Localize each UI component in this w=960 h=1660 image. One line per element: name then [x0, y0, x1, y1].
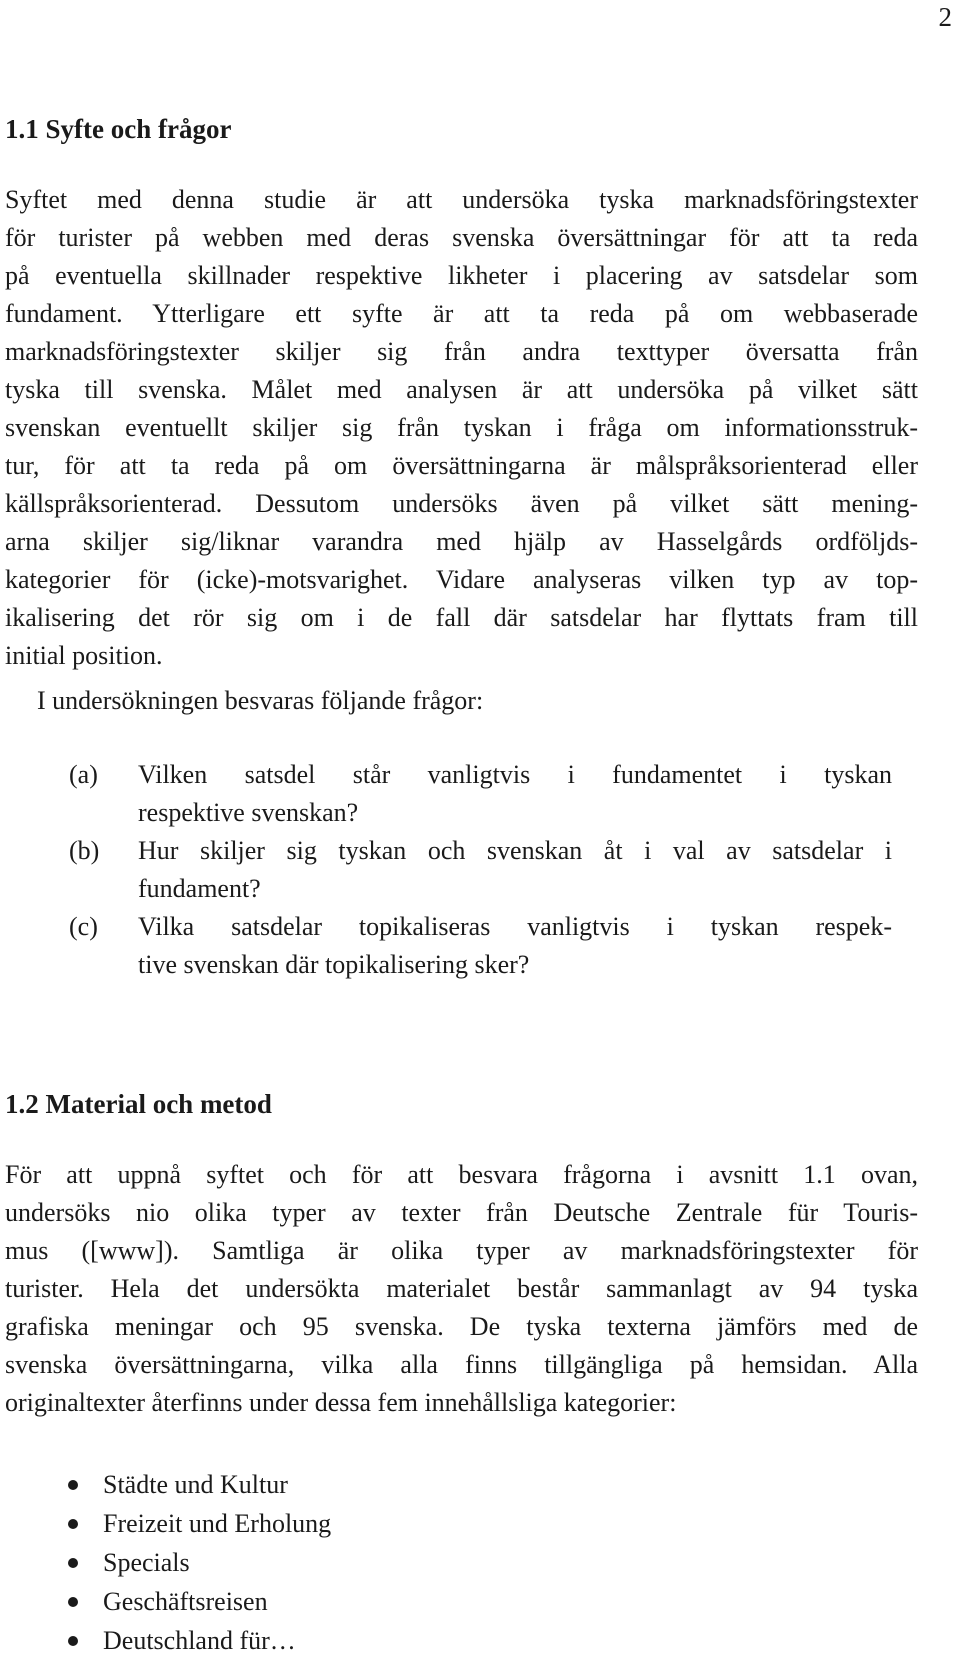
- bullet-icon: [68, 1480, 78, 1490]
- paragraph-line: Syftet med denna studie är att undersöka tyska marknadsföringstexter: [5, 185, 918, 214]
- category-item: [68, 1582, 331, 1621]
- category-label: Deutschland für…: [103, 1626, 296, 1655]
- category-item: [68, 1465, 331, 1504]
- bullet-icon: [68, 1519, 78, 1529]
- paragraph-line: tur, för att ta reda på om översättningarna är målspråksorienterad eller: [5, 451, 918, 480]
- category-label: Städte und Kultur: [103, 1470, 288, 1499]
- material-paragraph: [5, 1156, 918, 1422]
- paragraph-line: för turister på webben med deras svenska översättningar för att ta reda: [5, 223, 918, 252]
- section-heading-material: 1.2 Material och metod: [5, 1089, 272, 1119]
- paragraph-line: originaltexter återfinns under dessa fem innehållsliga kategorier:: [5, 1388, 677, 1417]
- paragraph-line: marknadsföringstexter skiljer sig från andra texttyper översatta från: [5, 337, 918, 366]
- paragraph-line: kategorier för (icke)-motsvarighet. Vidare analyseras vilken typ av top-: [5, 565, 918, 594]
- bullet-icon: [68, 1597, 78, 1607]
- section-heading-syfte: 1.1 Syfte och frågor: [5, 114, 232, 144]
- paragraph-line: arna skiljer sig/liknar varandra med hjälp av Hasselgårds ordföljds-: [5, 527, 918, 556]
- question-item-c: [5, 908, 892, 984]
- paragraph-line: För att uppnå syftet och för att besvara frågorna i avsnitt 1.1 ovan,: [5, 1160, 918, 1189]
- bullet-icon: [68, 1558, 78, 1568]
- question-item-a: [5, 756, 892, 832]
- category-item: [68, 1621, 331, 1660]
- paragraph-line: ikalisering det rör sig om i de fall där satsdelar har flyttats fram till: [5, 603, 918, 632]
- category-label: Geschäftsreisen: [103, 1587, 268, 1616]
- category-list: [68, 1465, 331, 1660]
- paragraph-line: turister. Hela det undersökta materialet består sammanlagt av 94 tyska: [5, 1274, 918, 1303]
- question-line: tive svenskan där topikalisering sker?: [138, 950, 530, 979]
- paragraph-line: svenska översättningarna, vilka alla finns tillgängliga på hemsidan. Alla: [5, 1350, 918, 1379]
- paragraph-line: fundament. Ytterligare ett syfte är att ta reda på om webbaserade: [5, 299, 918, 328]
- category-item: [68, 1543, 331, 1582]
- paragraph-line: grafiska meningar och 95 svenska. De tyska texterna jämförs med de: [5, 1312, 918, 1341]
- paragraph-line: svenskan eventuellt skiljer sig från tyskan i fråga om informationsstruk-: [5, 413, 918, 442]
- question-label: (a): [69, 760, 98, 789]
- bullet-icon: [68, 1636, 78, 1646]
- category-label: Freizeit und Erholung: [103, 1509, 332, 1538]
- questions-intro: I undersökningen besvaras följande frågor:: [37, 686, 484, 715]
- paragraph-line: källspråksorienterad. Dessutom undersöks även på vilket sätt mening-: [5, 489, 918, 518]
- paragraph-line: initial position.: [5, 641, 163, 670]
- paragraph-line: tyska till svenska. Målet med analysen är att undersöka på vilket sätt: [5, 375, 918, 404]
- paragraph-line: på eventuella skillnader respektive likheter i placering av satsdelar som: [5, 261, 918, 290]
- paragraph-line: mus ([www]). Samtliga är olika typer av marknadsföringstexter för: [5, 1236, 918, 1265]
- paragraph-line: undersöks nio olika typer av texter från Deutsche Zentrale für Touris-: [5, 1198, 918, 1227]
- question-item-b: [5, 832, 892, 908]
- question-line: Vilka satsdelar topikaliseras vanligtvis i tyskan respek-: [138, 912, 892, 941]
- question-label: (c): [69, 912, 98, 941]
- question-line: fundament?: [138, 874, 261, 903]
- category-item: [68, 1504, 331, 1543]
- category-label: Specials: [103, 1548, 190, 1577]
- question-line: Hur skiljer sig tyskan och svenskan åt i val av satsdelar i: [138, 836, 892, 865]
- question-line: Vilken satsdel står vanligtvis i fundamentet i tyskan: [138, 760, 892, 789]
- question-label: (b): [69, 836, 100, 865]
- question-line: respektive svenskan?: [138, 798, 359, 827]
- page-number: 2: [938, 2, 952, 32]
- syfte-paragraph: [5, 181, 918, 675]
- questions-list: [5, 756, 892, 984]
